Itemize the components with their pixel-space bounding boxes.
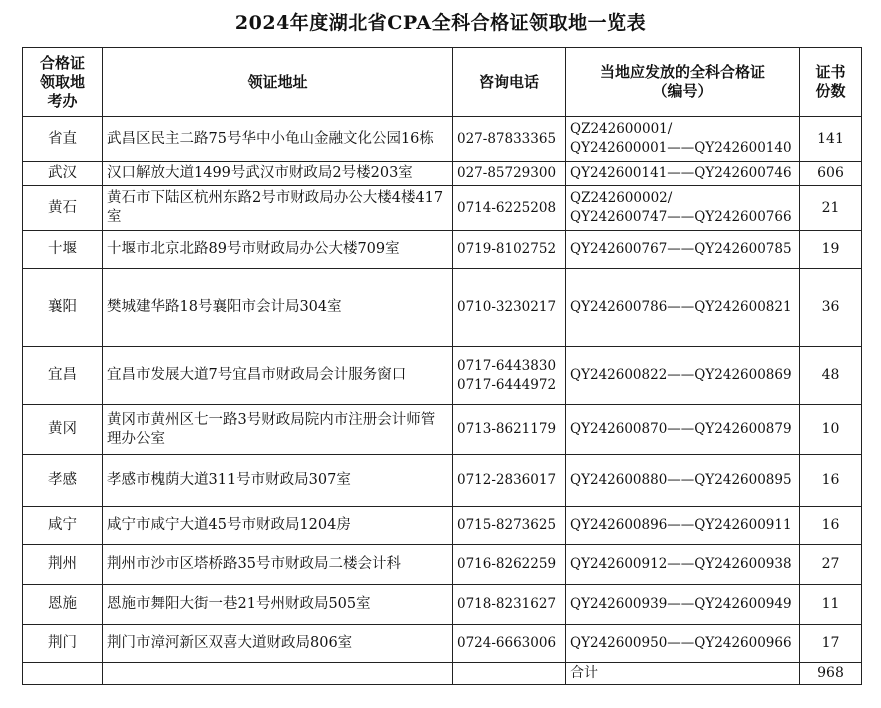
office-cell: 宜昌: [23, 347, 103, 405]
certificate-range: QZ242600002/: [570, 190, 673, 206]
certificate-table: [22, 47, 862, 685]
office-cell: 荆门: [23, 625, 103, 663]
certificate-range: QY242600950——QY242600966: [570, 635, 792, 651]
count-cell: 19: [800, 231, 862, 269]
phone-cell: [453, 545, 566, 585]
header-range-line: 当地应发放的全科合格证: [599, 63, 765, 81]
phone-number: 0724-6663006: [457, 635, 557, 651]
count-cell: 27: [800, 545, 862, 585]
address-cell: 恩施市舞阳大街一巷21号州财政局505室: [103, 585, 453, 625]
header-count: [800, 48, 862, 117]
office-cell: 荆州: [23, 545, 103, 585]
phone-cell: [453, 507, 566, 545]
total-count: 968: [800, 663, 862, 685]
certificate-range: QY242600870——QY242600879: [570, 421, 792, 437]
certificate-range: QY242600747——QY242600766: [570, 209, 792, 225]
table-row: [23, 162, 862, 186]
certificate-range-cell: [566, 269, 800, 347]
certificate-range-cell: [566, 117, 800, 162]
certificate-range: QY242600767——QY242600785: [570, 241, 792, 257]
phone-number: 0714-6225208: [457, 199, 557, 216]
total-row: [23, 663, 862, 685]
table-row: [23, 585, 862, 625]
certificate-range-cell: [566, 405, 800, 455]
header-row: [23, 48, 862, 117]
phone-cell: [453, 585, 566, 625]
count-cell: 36: [800, 269, 862, 347]
phone-cell: [453, 405, 566, 455]
header-phone: 咨询电话: [453, 48, 566, 117]
table-row: [23, 455, 862, 507]
count-cell: 11: [800, 585, 862, 625]
certificate-range: QY242600912——QY242600938: [570, 556, 792, 572]
phone-number: 0717-6443830: [457, 357, 557, 374]
office-cell: 孝感: [23, 455, 103, 507]
page-title: 2024年度湖北省CPA全科合格证领取地一览表: [234, 12, 647, 34]
phone-number: 0716-8262259: [457, 556, 557, 572]
empty-cell: [103, 663, 453, 685]
header-office-line: 考办: [47, 91, 78, 110]
phone-number: 0718-8231627: [457, 596, 557, 612]
empty-cell: [23, 663, 103, 685]
total-label: 合计: [566, 663, 800, 685]
address-cell: 荆门市漳河新区双喜大道财政局806室: [103, 625, 453, 663]
phone-cell: [453, 625, 566, 663]
phone-number: 0710-3230217: [457, 299, 557, 315]
header-office: [23, 48, 103, 117]
phone-cell: [453, 162, 566, 186]
table-row: [23, 405, 862, 455]
certificate-range: QY242600939——QY242600949: [570, 596, 792, 612]
certificate-range: QZ242600001/: [570, 121, 673, 137]
office-cell: 省直: [23, 117, 103, 162]
phone-number: 0717-6444972: [457, 376, 557, 393]
address-cell: 咸宁市咸宁大道45号市财政局1204房: [103, 507, 453, 545]
address-cell: 荆州市沙市区塔桥路35号市财政局二楼会计科: [103, 545, 453, 585]
phone-number: 0719-8102752: [457, 241, 557, 257]
certificate-range: QY242600896——QY242600911: [570, 517, 792, 533]
table-row: [23, 269, 862, 347]
count-cell: 10: [800, 405, 862, 455]
office-cell: 黄冈: [23, 405, 103, 455]
certificate-range-cell: [566, 186, 800, 231]
address-cell: 樊城建华路18号襄阳市会计局304室: [103, 269, 453, 347]
header-count-line: 证书: [815, 63, 846, 81]
certificate-range: QY242600822——QY242600869: [570, 367, 792, 383]
count-cell: 16: [800, 455, 862, 507]
address-cell: 宜昌市发展大道7号宜昌市财政局会计服务窗口: [103, 347, 453, 405]
phone-number: 0713-8621179: [457, 421, 557, 437]
count-cell: 141: [800, 117, 862, 162]
table-row: [23, 507, 862, 545]
phone-cell: [453, 231, 566, 269]
certificate-range-cell: [566, 507, 800, 545]
table-row: [23, 186, 862, 231]
table-row: [23, 231, 862, 269]
header-office-line: 合格证: [39, 53, 85, 72]
certificate-range: QY242600001——QY242600140: [570, 140, 792, 156]
address-cell: 孝感市槐荫大道311号市财政局307室: [103, 455, 453, 507]
phone-number: 027-87833365: [457, 130, 557, 147]
certificate-range-cell: [566, 231, 800, 269]
certificate-range-cell: [566, 625, 800, 663]
phone-cell: [453, 269, 566, 347]
phone-number: 0715-8273625: [457, 517, 557, 533]
office-cell: 十堰: [23, 231, 103, 269]
count-cell: 17: [800, 625, 862, 663]
count-cell: 21: [800, 186, 862, 231]
certificate-range-cell: [566, 347, 800, 405]
certificate-range-cell: [566, 162, 800, 186]
office-cell: 武汉: [23, 162, 103, 186]
address-cell: 十堰市北京北路89号市财政局办公大楼709室: [103, 231, 453, 269]
address-cell: 黄石市下陆区杭州东路2号市财政局办公大楼4楼417室: [103, 186, 453, 231]
office-cell: 咸宁: [23, 507, 103, 545]
certificate-range-cell: [566, 455, 800, 507]
table-row: [23, 625, 862, 663]
phone-cell: [453, 117, 566, 162]
office-cell: 襄阳: [23, 269, 103, 347]
phone-number: 027-85729300: [457, 165, 557, 181]
table-row: [23, 117, 862, 162]
certificate-range: QY242600141——QY242600746: [570, 165, 792, 181]
table-row: [23, 347, 862, 405]
office-cell: 黄石: [23, 186, 103, 231]
header-range-line: （编号）: [652, 82, 713, 100]
certificate-range-cell: [566, 545, 800, 585]
count-cell: 16: [800, 507, 862, 545]
header-office-line: 领取地: [39, 72, 85, 91]
office-cell: 恩施: [23, 585, 103, 625]
phone-cell: [453, 347, 566, 405]
address-cell: 武昌区民主二路75号华中小龟山金融文化公园16栋: [103, 117, 453, 162]
count-cell: 606: [800, 162, 862, 186]
table-row: [23, 545, 862, 585]
phone-cell: [453, 455, 566, 507]
certificate-range: QY242600880——QY242600895: [570, 472, 792, 488]
phone-cell: [453, 186, 566, 231]
header-count-line: 份数: [815, 82, 846, 100]
certificate-range: QY242600786——QY242600821: [570, 299, 792, 315]
address-cell: 黄冈市黄州区七一路3号财政局院内市注册会计师管理办公室: [103, 405, 453, 455]
certificate-range-cell: [566, 585, 800, 625]
header-address: 领证地址: [103, 48, 453, 117]
phone-number: 0712-2836017: [457, 472, 557, 488]
count-cell: 48: [800, 347, 862, 405]
header-range: [566, 48, 800, 117]
empty-cell: [453, 663, 566, 685]
address-cell: 汉口解放大道1499号武汉市财政局2号楼203室: [103, 162, 453, 186]
